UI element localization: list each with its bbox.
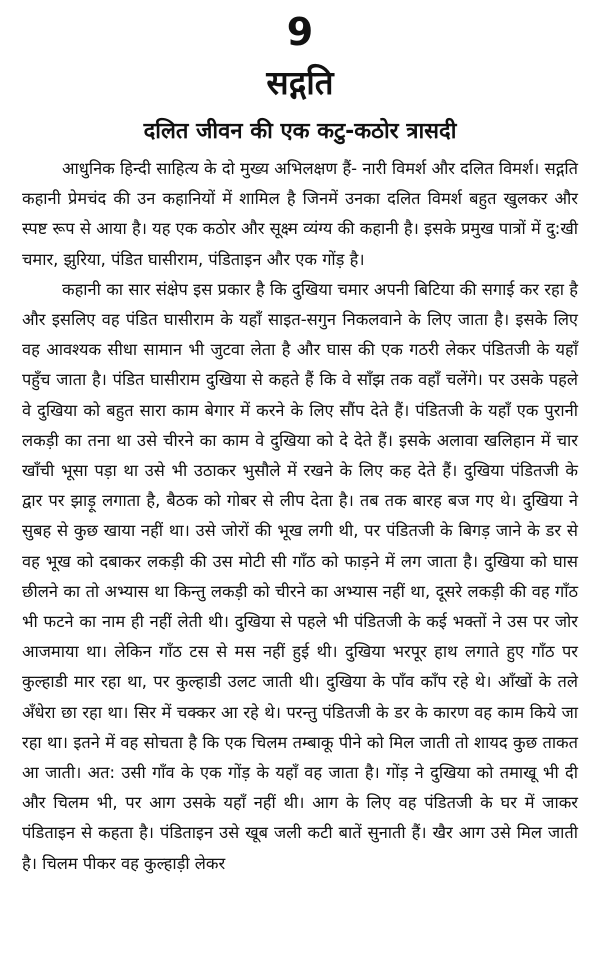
chapter-title: सद्गति — [266, 63, 334, 102]
chapter-subtitle: दलित जीवन की एक कटु-कठोर त्रासदी — [143, 119, 457, 144]
paragraph-summary: कहानी का सार संक्षेप इस प्रकार है कि दुखिया चमार अपनी बिटिया की सगाई कर रहा है और इसलिए वह पंडित घासीराम के यहाँ साइत-सगुन निकलवाने के लिए जाता है। इसके लिए वह आवश्यक सीधा सामान भी जुटवा लेता है और घास की एक गठरी लेकर पंडितजी के यहाँ पहुँच जाता है। पंडित घासीराम दुखिया से कहते हैं कि वे साँझ तक वहाँ चलेंगे। पर उसके पहले वे दुखिया को बहुत सारा काम बेगार में करने के लिए सौंप देते हैं। पंडितजी के यहाँ एक पुरानी लकड़ी का तना था उसे चीरने का काम वे दुखिया को दे देते हैं। इसके अलावा खलिहान में चार खाँची भूसा पड़ा था उसे भी उठाकर भुसौले में रखने के लिए कह देते हैं। दुखिया पंडितजी के द्वार पर झाड़ू लगाता है, बैठक को गोबर से लीप देता है। तब तक बारह बज गए थे। दुखिया ने सुबह से कुछ खाया नहीं था। उसे जोरों की भूख लगी थी, पर पंडितजी के बिगड़ जाने के डर से वह भूख को दबाकर लकड़ी की उस मोटी सी गाँठ को फाड़ने में लग जाता है। दुखिया को घास छीलने का तो अभ्यास था किन्तु लकड़ी को चीरने का अभ्यास नहीं था, दूसरे लकड़ी की वह गाँठ भी फटने का नाम ही नहीं लेती थी। दुखिया से पहले भी पंडितजी के कई भक्तों ने उस पर जोर आजमाया था। लेकिन गाँठ टस से मस नहीं हुई थी। दुखिया भरपूर हाथ लगाते हुए गाँठ पर कुल्हाडी मार रहा था, पर कुल्हाडी उलट जाती थी। दुखिया के पाँव काँप रहे थे। आँखों के तले अँधेरा छा रहा था। सिर में चक्कर आ रहे थे। परन्तु पंडितजी के डर के कारण वह काम किये जा रहा था। इतने में वह सोचता है कि एक चिलम तम्बाकू पीने को मिल जाती तो शायद कुछ ताकत आ जाती। अत: उसी गाँव के एक गोंड़ के यहाँ वह जाता है। गोंड़ ने दुखिया को तमाखू भी दी और चिलम भी, पर आग उसके यहाँ नहीं थी। आग के लिए वह पंडितजी के घर में जाकर पंडिताइन से कहता है। पंडिताइन उसे खूब जली कटी बातें सुनाती हैं। खैर आग उसे मिल जाती है। चिलम पीकर वह कुल्हाड़ी लेकर — [22, 279, 578, 873]
chapter-number: 9 — [286, 10, 314, 54]
paragraph-intro: आधुनिक हिन्दी साहित्य के दो मुख्य अभिलक्षण हैं- नारी विमर्श और दलित विमर्श। सद्गति कहानी प्रेमचंद की उन कहानियों में शामिल है जिनमें उनका दलित विमर्श बहुत खुलकर और स्पष्ट रूप से आया है। यह एक कठोर और सूक्ष्म व्यंग्य की कहानी है। इसके प्रमुख पात्रों में दु:खी चमार, झुरिया, पंडित घासीराम, पंडिताइन और एक गोंड़ है। — [22, 159, 578, 269]
